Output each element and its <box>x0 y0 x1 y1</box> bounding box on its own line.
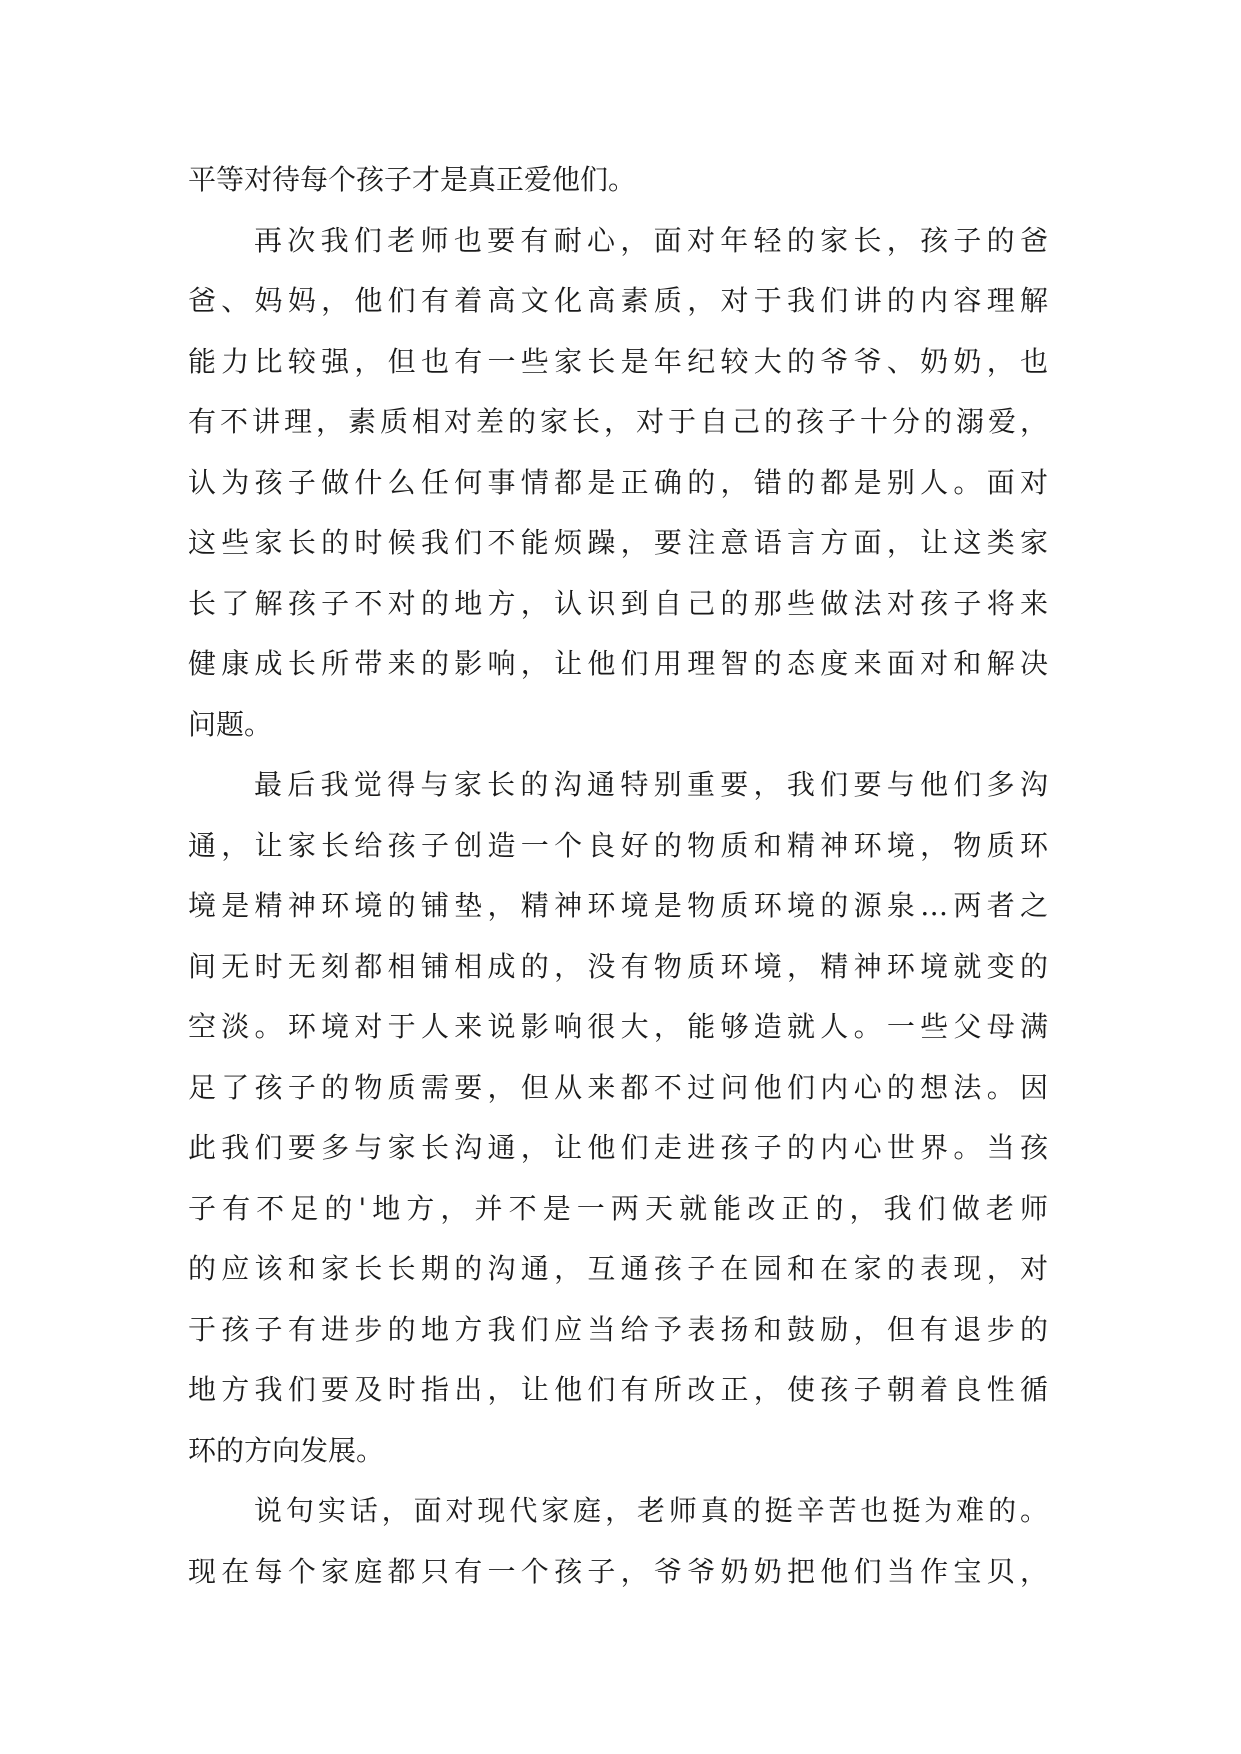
text-line: 地方我们要及时指出，让他们有所改正，使孩子朝着良性循 <box>188 1373 1048 1406</box>
text-line: 足了孩子的物质需要，但从来都不过问他们内心的想法。因 <box>188 1070 1048 1104</box>
paragraph-first-line: 说句实话，面对现代家庭，老师真的挺辛苦也挺为难的。 <box>254 1494 1048 1527</box>
text-line: 能力比较强，但也有一些家长是年纪较大的爷爷、奶奶，也 <box>188 344 1048 378</box>
text-line: 认为孩子做什么任何事情都是正确的，错的都是别人。面对 <box>188 465 1048 499</box>
text-line: 间无时无刻都相铺相成的，没有物质环境，精神环境就变的 <box>188 949 1048 983</box>
paragraph-first-line: 最后我觉得与家长的沟通特别重要，我们要与他们多沟 <box>254 768 1048 801</box>
text-line: 健康成长所带来的影响，让他们用理智的态度来面对和解决 <box>188 647 1048 680</box>
text-line: 这些家长的时候我们不能烦躁，要注意语言方面，让这类家 <box>188 526 1048 559</box>
text-line: 子有不足的'地方，并不是一两天就能改正的，我们做老师 <box>188 1191 1048 1225</box>
text-line: 环的方向发展。 <box>188 1433 385 1467</box>
text-line: 此我们要多与家长沟通，让他们走进孩子的内心世界。当孩 <box>188 1131 1048 1164</box>
text-line: 空淡。环境对于人来说影响很大，能够造就人。一些父母满 <box>188 1010 1048 1043</box>
text-line: 境是精神环境的铺垫，精神环境是物质环境的源泉…两者之 <box>188 889 1048 922</box>
text-line: 爸、妈妈，他们有着高文化高素质，对于我们讲的内容理解 <box>188 284 1048 317</box>
text-line: 长了解孩子不对的地方，认识到自己的那些做法对孩子将来 <box>188 586 1048 620</box>
body-text <box>188 150 1048 1602</box>
paragraph-first-line: 再次我们老师也要有耐心，面对年轻的家长，孩子的爸 <box>254 223 1048 257</box>
text-line: 现在每个家庭都只有一个孩子，爷爷奶奶把他们当作宝贝， <box>188 1554 1048 1588</box>
text-line: 通，让家长给孩子创造一个良好的物质和精神环境，物质环 <box>188 828 1048 862</box>
text-line: 平等对待每个孩子才是真正爱他们。 <box>188 163 637 196</box>
text-line: 问题。 <box>188 707 273 741</box>
text-line: 的应该和家长长期的沟通，互通孩子在园和在家的表现，对 <box>188 1252 1048 1285</box>
text-line: 有不讲理，素质相对差的家长，对于自己的孩子十分的溺爱， <box>188 405 1048 438</box>
text-line: 于孩子有进步的地方我们应当给予表扬和鼓励，但有退步的 <box>188 1312 1048 1346</box>
